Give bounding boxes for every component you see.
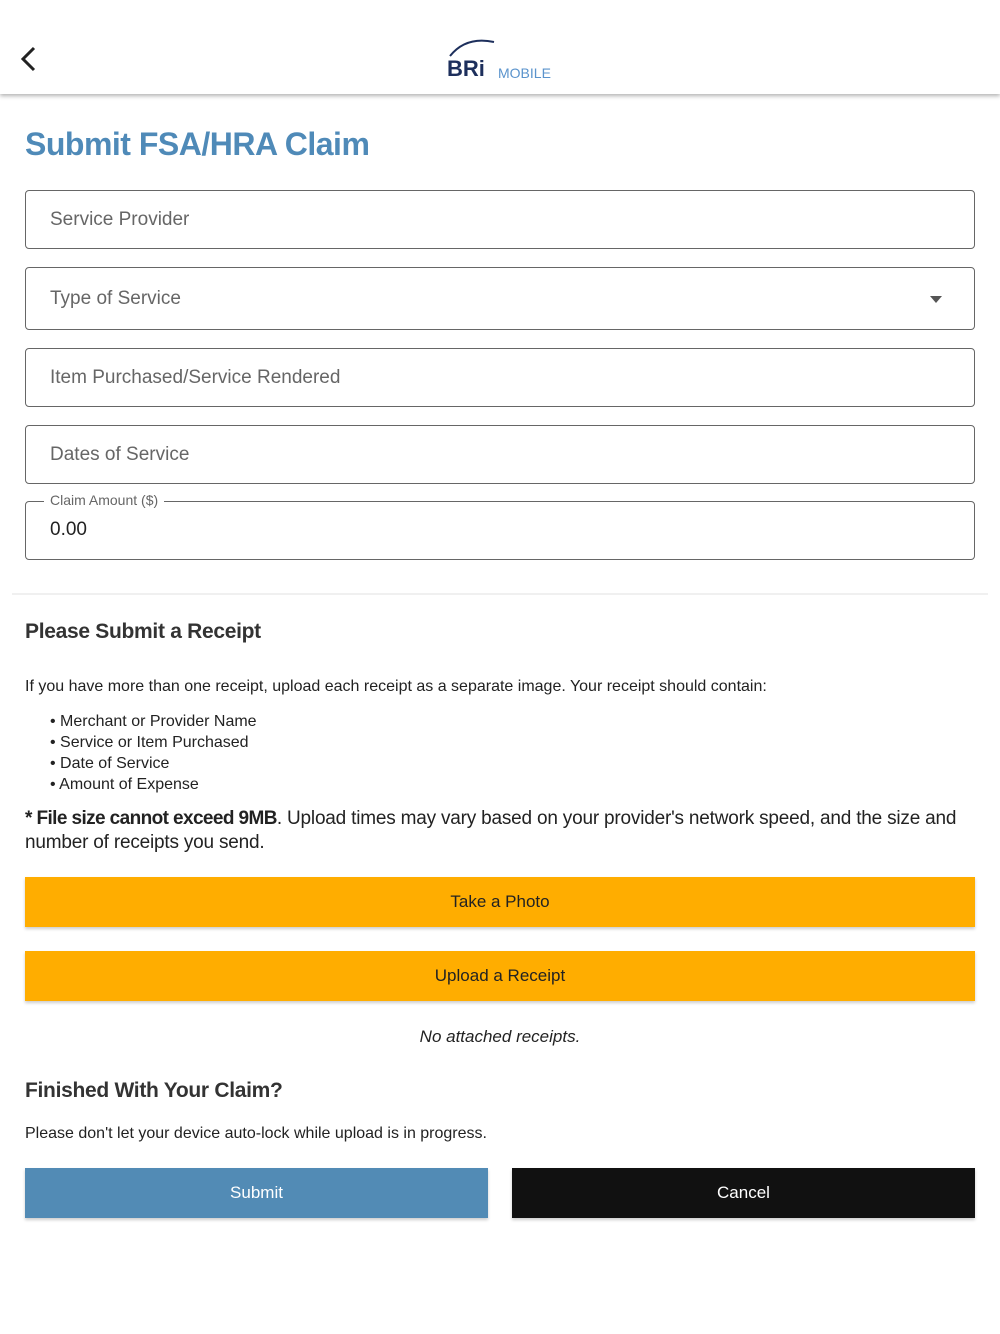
- service-provider-placeholder: Service Provider: [50, 208, 190, 230]
- item-purchased-input[interactable]: [25, 348, 975, 407]
- list-item: • Service or Item Purchased: [50, 732, 257, 753]
- bri-mobile-logo: [446, 38, 556, 82]
- dates-of-service-placeholder: Dates of Service: [50, 443, 190, 465]
- divider: [12, 593, 988, 595]
- logo-mobile: MOBILE: [498, 65, 551, 81]
- page-title: Submit FSA/HRA Claim: [25, 126, 370, 162]
- chevron-left-icon: [14, 42, 44, 76]
- type-of-service-select[interactable]: [25, 267, 975, 330]
- app-header: [0, 0, 1000, 94]
- service-provider-input[interactable]: [25, 190, 975, 249]
- claim-amount-input[interactable]: [25, 492, 975, 560]
- logo-bri: BRi: [447, 56, 485, 81]
- caret-down-icon: [930, 296, 942, 303]
- receipt-requirements-list: [50, 711, 257, 795]
- type-of-service-placeholder: Type of Service: [50, 287, 181, 309]
- submit-button[interactable]: Submit: [25, 1168, 488, 1218]
- back-button[interactable]: [14, 42, 44, 76]
- no-attached-receipts: No attached receipts.: [419, 1027, 581, 1046]
- list-item: • Date of Service: [50, 753, 257, 774]
- take-photo-button[interactable]: Take a Photo: [25, 877, 975, 927]
- dates-of-service-input[interactable]: [25, 425, 975, 484]
- receipt-heading: Please Submit a Receipt: [25, 620, 261, 643]
- receipt-intro: If you have more than one receipt, upload each receipt as a separate image. Your receipt should contain:: [25, 678, 767, 695]
- item-purchased-placeholder: Item Purchased/Service Rendered: [50, 366, 341, 388]
- finish-heading: Finished With Your Claim?: [25, 1079, 283, 1102]
- list-item: • Merchant or Provider Name: [50, 711, 257, 732]
- upload-receipt-button[interactable]: Upload a Receipt: [25, 951, 975, 1001]
- claim-amount-value: 0.00: [50, 519, 87, 540]
- list-item: • Amount of Expense: [50, 774, 257, 795]
- auto-lock-warning: Please don't let your device auto-lock while upload is in progress.: [25, 1125, 487, 1142]
- file-size-detail: . Upload times may vary based on your provider's network speed, and the size and number of receipts you send.: [25, 808, 957, 853]
- file-size-warning: * File size cannot exceed 9MB: [25, 808, 277, 829]
- file-size-note: [25, 807, 980, 855]
- cancel-button[interactable]: Cancel: [512, 1168, 975, 1218]
- claim-amount-label: Claim Amount ($): [44, 492, 164, 508]
